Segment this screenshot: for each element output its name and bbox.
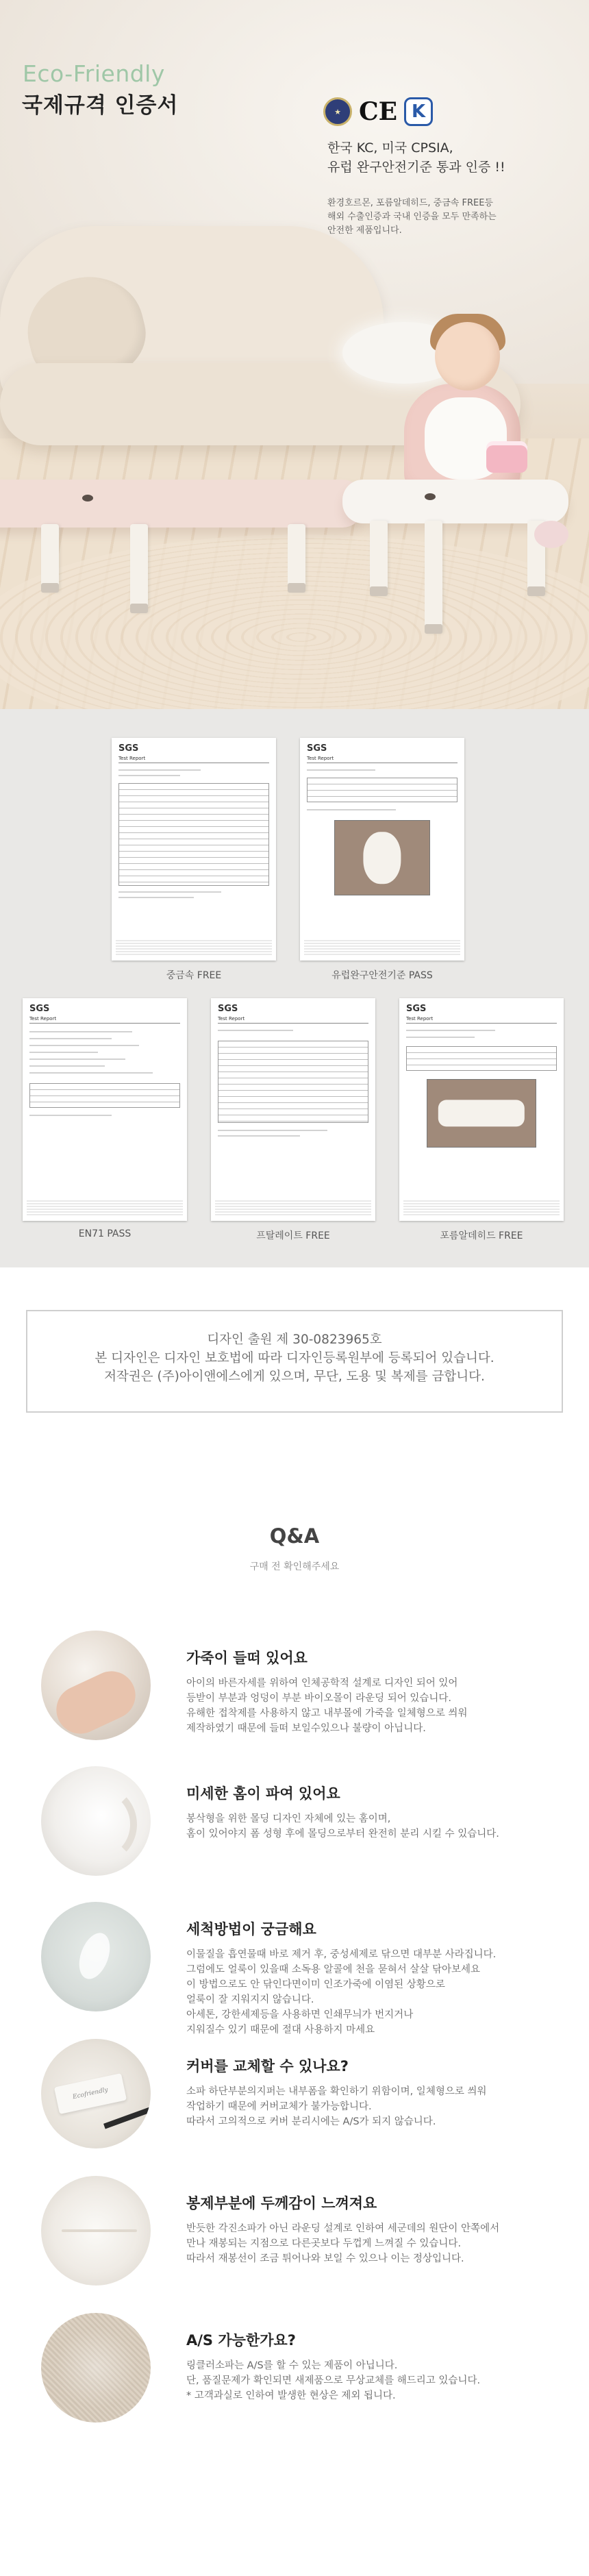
cert-line: 한국 KC, 미국 CPSIA, — [327, 140, 453, 156]
report-title: Test Report — [118, 756, 146, 761]
answer-line: 따라서 재봉선이 조금 튀어나와 보일 수 있으나 이는 정상입니다. — [186, 2253, 464, 2264]
report-caption: 중금속 FREE — [166, 970, 222, 981]
answer-line: 만나 재봉되는 지점으로 다른곳보다 두껍게 느껴질 수 있습니다. — [186, 2238, 462, 2249]
ce-mark-icon: CE — [359, 97, 398, 126]
notice-line: 디자인 출원 제 30-0823965호 — [207, 1333, 382, 1347]
answer-line: 아세톤, 강한세제등을 사용하면 인쇄무늬가 번지거나 — [186, 2009, 414, 2020]
table-hole — [82, 495, 93, 501]
answer-line: 제작하였기 때문에 들떠 보일수있으나 불량이 아닙니다. — [186, 1723, 426, 1734]
qna-subtitle: 구매 전 확인해주세요 — [249, 1561, 340, 1572]
sgs-logo: SGS — [406, 1004, 427, 1014]
qna-thumbnail-leather — [41, 1631, 151, 1740]
answer-line: 등받이 부분과 엉덩이 부분 바이오몰이 라운딩 되어 있습니다. — [186, 1693, 452, 1704]
report-sample-photo — [334, 820, 430, 895]
test-report-formaldehyde — [399, 998, 564, 1221]
qna-answer — [186, 1676, 570, 1736]
answer-line: 소파 하단부분의지퍼는 내부폼을 확인하기 위함이며, 일체형으로 씌워 — [186, 2086, 487, 2097]
qna-answer — [186, 2084, 570, 2129]
qna-thumbnail-groove — [41, 1766, 151, 1876]
report-caption: 프탈레이트 FREE — [256, 1230, 330, 1241]
report-sample-photo — [427, 1079, 536, 1148]
table-leg — [288, 524, 305, 593]
report-caption: 유럽완구안전기준 PASS — [331, 970, 433, 981]
answer-line: 유해한 접착제를 사용하지 않고 내부몰에 가죽을 일체형으로 씌워 — [186, 1708, 468, 1719]
report-caption: 포름알데히드 FREE — [440, 1230, 523, 1241]
qna-answer — [186, 2221, 570, 2266]
test-report-heavy-metal — [112, 738, 276, 961]
hero-title: Eco-Friendly — [23, 60, 165, 87]
desc-line: 환경호르몬, 포름알데히드, 중금속 FREE등 — [327, 198, 493, 208]
qna-thumbnail-seam — [41, 2176, 151, 2286]
notice-line: 본 디자인은 디자인 보호법에 따라 디자인등록원부에 등록되어 있습니다. — [95, 1351, 494, 1365]
qna-question: 세척방법이 궁금해요 — [186, 1921, 316, 1937]
answer-line: 봉삭형을 위한 몰딩 디자인 자체에 있는 홈이며, — [186, 1813, 391, 1824]
qna-answer — [186, 1947, 570, 2038]
answer-line: 따라서 고의적으로 커버 분리시에는 A/S가 되지 않습니다. — [186, 2116, 436, 2127]
kc-k-mark-icon: K — [404, 97, 433, 126]
qna-item — [0, 1766, 589, 1883]
answer-line: 지워질수 있기 때문에 절대 사용하지 마세요 — [186, 2024, 375, 2035]
table-hole — [425, 493, 436, 500]
report-title: Test Report — [29, 1016, 57, 1021]
qna-question: 커버를 교체할 수 있나요? — [186, 2058, 349, 2075]
answer-line: 이 방법으로도 안 닦인다면이미 인조가죽에 이염된 상황으로 — [186, 1979, 445, 1990]
kc-seal-icon: ★ — [323, 97, 352, 126]
qna-thumbnail-fabric — [41, 2313, 151, 2423]
report-title: Test Report — [218, 1016, 245, 1021]
hero-description — [327, 197, 574, 238]
notice-line: 저작권은 (주)아이앤에스에게 있으며, 무단, 도용 및 복제를 금합니다. — [104, 1370, 485, 1384]
qna-question: A/S 가능한가요? — [186, 2332, 296, 2349]
test-report-en71 — [23, 998, 187, 1221]
answer-line: 작업하기 때문에 커버교체가 불가능합니다. — [186, 2101, 372, 2112]
answer-line: 링클러소파는 A/S를 할 수 있는 제품이 아닙니다. — [186, 2360, 398, 2371]
answer-line: * 고객과실로 인하여 발생한 현상은 제외 됩니다. — [186, 2390, 396, 2401]
answer-line: 이물질을 흡연물때 바로 제거 후, 중성세제로 닦으면 대부분 사라집니다. — [186, 1949, 497, 1960]
report-title: Test Report — [307, 756, 334, 761]
qna-answer — [186, 1811, 570, 1842]
qna-answer — [186, 2358, 570, 2403]
hero-pink-table — [0, 480, 363, 528]
qna-question: 가죽이 들떠 있어요 — [186, 1650, 308, 1666]
answer-line: 홈이 있어야지 폼 성형 후에 몰딩으로부터 완전히 분리 시킬 수 있습니다. — [186, 1829, 499, 1840]
table-leg — [41, 524, 59, 593]
hero-baby-head — [435, 322, 500, 391]
hero-cake-toy — [486, 445, 527, 473]
answer-line: 단, 품질문제가 확인되면 새제품으로 무상교체를 해드리고 있습니다. — [186, 2375, 481, 2386]
desc-line: 해외 수출인증과 국내 인증을 모두 만족하는 — [327, 212, 497, 222]
sgs-logo: SGS — [118, 743, 139, 754]
sgs-logo: SGS — [307, 743, 327, 754]
answer-line: 아이의 바른자세를 위하여 인체공학적 설계로 디자인 되어 있어 — [186, 1678, 458, 1689]
qna-question: 미세한 홈이 파여 있어요 — [186, 1785, 340, 1802]
test-reports-section — [0, 709, 589, 1267]
test-report-eu-toy-safety — [300, 738, 464, 961]
answer-line: 반듯한 각진소파가 아닌 라운딩 설계로 인하여 세군데의 원단이 안쪽에서 — [186, 2223, 500, 2234]
qna-thumbnail-cleaning — [41, 1902, 151, 2011]
answer-line: 그럼에도 얼룩이 있을때 소독용 알콜에 천을 묻혀서 살살 닦아보세요 — [186, 1964, 481, 1975]
qna-item — [0, 2039, 589, 2155]
hero-cert-text — [327, 138, 505, 177]
qna-title: Q&A — [269, 1524, 320, 1548]
qna-item — [0, 2313, 589, 2429]
qna-item — [0, 1631, 589, 1747]
product-tag: Ecofriendly — [54, 2073, 127, 2114]
design-registration-notice — [26, 1310, 563, 1413]
table-leg — [130, 524, 148, 613]
qna-item — [0, 2176, 589, 2292]
test-report-phthalate — [211, 998, 375, 1221]
answer-line: 얼룩이 잘 지워지지 않습니다. — [186, 1994, 314, 2005]
report-title: Test Report — [406, 1016, 434, 1021]
hero-section — [0, 0, 589, 709]
report-caption: EN71 PASS — [78, 1228, 131, 1239]
hero-subtitle: 국제규격 인증서 — [22, 93, 179, 118]
qna-item — [0, 1902, 589, 2035]
hero-toy — [534, 521, 568, 548]
desc-line: 안전한 제품입니다. — [327, 225, 402, 236]
table-leg — [370, 521, 388, 596]
cert-icons — [323, 97, 433, 126]
cert-line: 유럽 완구안전기준 통과 인증 !! — [327, 160, 505, 175]
sgs-logo: SGS — [218, 1004, 238, 1014]
hero-white-table — [342, 480, 568, 523]
qna-question: 봉제부분에 두께감이 느껴져요 — [186, 2195, 377, 2212]
sgs-logo: SGS — [29, 1004, 50, 1014]
qna-thumbnail-cover — [41, 2039, 151, 2148]
table-leg — [425, 521, 442, 634]
